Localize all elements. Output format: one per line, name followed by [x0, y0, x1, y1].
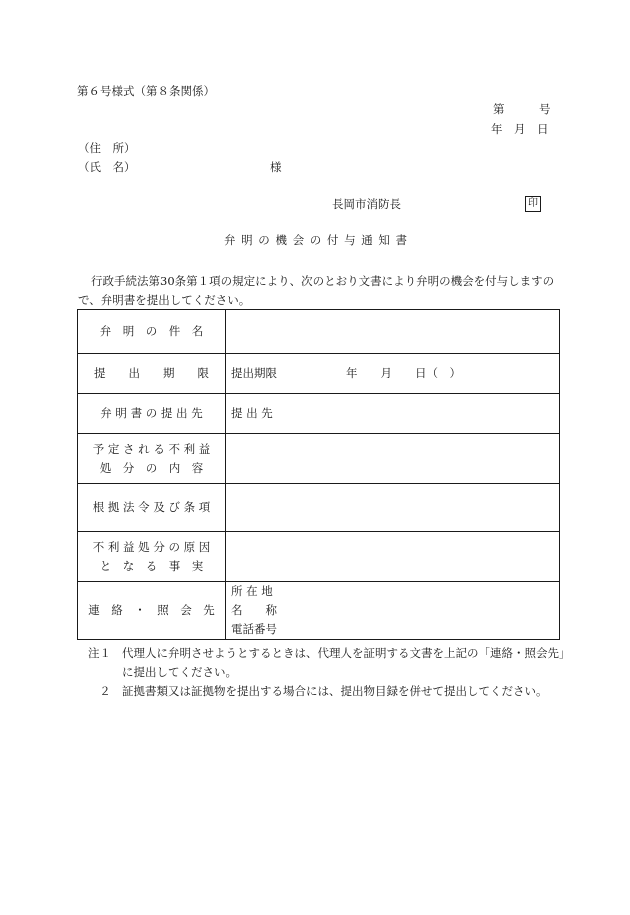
honorific: 様	[270, 160, 282, 174]
table-row	[78, 532, 560, 582]
note-number: 注１	[88, 646, 111, 660]
row-value[interactable]	[226, 582, 560, 640]
row-value-line: 所 在 地	[231, 584, 273, 598]
sender-title: 長岡市消防長	[332, 197, 401, 211]
row-label-line: 弁 明 書 の 提 出 先	[100, 406, 203, 420]
document-date: 年 月 日	[491, 122, 549, 136]
row-label-line: 弁 明 の 件 名	[99, 324, 204, 338]
row-value[interactable]	[226, 354, 560, 394]
recipient-address-label: （住 所）	[78, 141, 136, 155]
row-value[interactable]	[226, 532, 560, 582]
row-value[interactable]	[226, 484, 560, 532]
recipient-name-label: （氏 名）	[78, 160, 136, 174]
note-item	[88, 644, 568, 682]
note-item	[88, 682, 568, 701]
note-number: ２	[99, 684, 111, 698]
row-value[interactable]	[226, 434, 560, 484]
row-value[interactable]	[226, 310, 560, 354]
row-value-line: 名 称	[231, 603, 277, 617]
notes-section	[88, 644, 568, 701]
note-text: 証拠書類又は証拠物を提出する場合には、提出物目録を併せて提出してください。	[122, 684, 548, 698]
table-row	[78, 394, 560, 434]
row-label	[78, 310, 226, 354]
row-label	[78, 434, 226, 484]
row-label	[78, 582, 226, 640]
notice-table	[77, 309, 560, 640]
body-paragraph: 行政手続法第30条第１項の規定により、次のとおり文書により弁明の機会を付与しますので、弁明書を提出してください。	[78, 274, 555, 307]
row-value-line: 電話番号	[231, 622, 277, 636]
row-label-line: 処 分 の 内 容	[99, 460, 204, 475]
table-row	[78, 484, 560, 532]
document-number: 第 号	[493, 102, 551, 116]
row-label-line: 不 利 益 処 分 の 原 因	[92, 539, 211, 554]
row-label	[78, 532, 226, 582]
row-label-line: 予 定 さ れ る 不 利 益	[92, 441, 211, 456]
form-number: 第６号様式（第８条関係）	[77, 84, 215, 98]
table-row	[78, 310, 560, 354]
row-value-line: 提出期限 年 月 日（ ）	[231, 366, 461, 380]
row-label	[78, 354, 226, 394]
row-value[interactable]	[226, 394, 560, 434]
row-label	[78, 484, 226, 532]
table-row	[78, 434, 560, 484]
seal-box: 印	[525, 196, 541, 212]
row-label-line: 提 出 期 限	[94, 366, 209, 380]
table-row	[78, 354, 560, 394]
row-label-line: 連 絡 ・ 照 会 先	[88, 603, 215, 617]
document-title: 弁 明 の 機 会 の 付 与 通 知 書	[224, 233, 409, 247]
table-row	[78, 582, 560, 640]
note-text: 代理人に弁明させようとするときは、代理人を証明する文書を上記の「連絡・照会先」に提出してください。	[122, 646, 565, 679]
row-value-line: 提 出 先	[231, 406, 273, 420]
row-label-line: と な る 事 実	[99, 558, 204, 573]
row-label	[78, 394, 226, 434]
row-label-line: 根 拠 法 令 及 び 条 項	[92, 500, 211, 514]
